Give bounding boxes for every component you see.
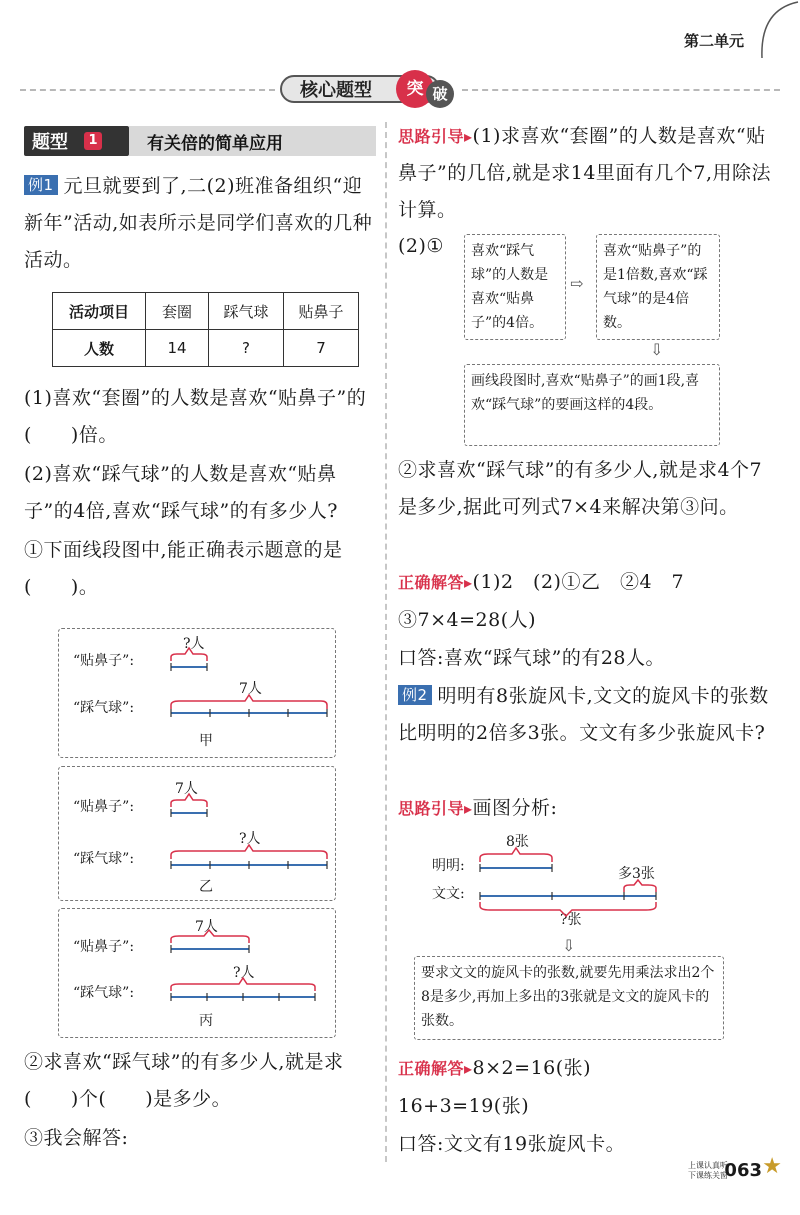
diagram-name: 乙: [199, 879, 213, 895]
banner-badge-2: 破: [426, 80, 454, 108]
page-number: 063: [724, 1160, 762, 1181]
fig2-mingming: 明明:: [432, 858, 465, 874]
question-2-2: ②求喜欢“踩气球”的有多少人,就是求( )个( )是多少。: [24, 1051, 344, 1110]
footer-slogan-1: 上课认真听: [688, 1161, 728, 1170]
guide-2-2: ②求喜欢“踩气球”的有多少人,就是求4个7是多少,据此可列式7×4来解决第③问。: [398, 459, 763, 518]
guide-label: 思路引导: [398, 799, 465, 818]
diagram-value-b: ?人: [233, 965, 255, 981]
diagram-label-a: “贴鼻子”:: [73, 653, 135, 669]
table-cell: 7: [284, 330, 359, 367]
answer-1c: 口答:喜欢“踩气球”的有28人。: [398, 647, 666, 669]
diagram-bing: [58, 908, 336, 1038]
table-cell: ?: [209, 330, 284, 367]
banner-dash-right: [462, 89, 780, 91]
note-box-4: 要求文文的旋风卡的张数,就要先用乘法求出2个8是多少,再加上多出的3张就是文文的旋风卡的张数。: [414, 956, 724, 1040]
guide-label: 思路引导: [398, 127, 465, 146]
question-2: (2)喜欢“踩气球”的人数是喜欢“贴鼻子”的4倍,喜欢“踩气球”的有多少人?: [24, 463, 338, 522]
guide-ex2: [398, 790, 778, 827]
diagram-value-b: ?人: [239, 831, 261, 847]
diagram-lines: [59, 629, 335, 757]
footer-slogan-2: 下课练关窗: [688, 1171, 728, 1180]
banner-dash-left: [20, 89, 275, 91]
page-corner-curve: [750, 0, 800, 60]
table-row-label: 人数: [53, 330, 146, 367]
table-header-cell: 踩气球: [209, 293, 284, 330]
note-box-1: 喜欢“踩气球”的人数是喜欢“贴鼻子”的4倍。: [464, 234, 566, 340]
diagram-value-a: 7人: [175, 781, 198, 797]
guide-arrow-icon: ▸: [464, 127, 473, 146]
fig2-extra: 多3张: [618, 866, 655, 882]
diagram-yi: [58, 766, 336, 901]
unit-label: 第二单元: [683, 32, 744, 50]
example1-tag: 例1: [24, 175, 58, 195]
answer-arrow-icon: ▸: [464, 1059, 473, 1078]
diagram-label-b: “踩气球”:: [73, 985, 135, 1001]
table-row: [53, 330, 359, 367]
answer-2c: 口答:文文有19张旋风卡。: [398, 1133, 626, 1155]
answer-label: 正确解答: [398, 1059, 465, 1078]
question-1: (1)喜欢“套圈”的人数是喜欢“贴鼻子”的( )倍。: [24, 387, 367, 446]
guide-ex2-text: 画图分析:: [472, 797, 558, 819]
fig2-bottom: ?张: [560, 912, 582, 928]
activity-table: [52, 292, 359, 367]
table-header-cell: 活动项目: [53, 293, 146, 330]
answer-label: 正确解答: [398, 573, 465, 592]
guide-arrow-icon: ▸: [464, 799, 473, 818]
guide-1-text: (1)求喜欢“套圈”的人数是喜欢“贴鼻子”的几倍,就是求14里面有几个7,用除法计算。: [398, 125, 772, 221]
example2-text: [398, 678, 778, 752]
guide-2-prefix: (2)①: [398, 235, 444, 257]
diagram-lines: [59, 909, 335, 1037]
example1-text: [24, 168, 376, 279]
table-header-cell: 贴鼻子: [284, 293, 359, 330]
type-heading: [24, 126, 376, 156]
diagram-value-a: 7人: [195, 919, 218, 935]
note-box-3: 画线段图时,喜欢“贴鼻子”的画1段,喜欢“踩气球”的要画这样的4段。: [464, 364, 720, 446]
diagram-label-b: “踩气球”:: [73, 700, 135, 716]
example2-body: 明明有8张旋风卡,文文的旋风卡的张数比明明的2倍多3张。文文有多少张旋风卡?: [398, 685, 769, 744]
diagram-label-a: “贴鼻子”:: [73, 799, 135, 815]
star-icon: ★: [762, 1154, 782, 1179]
diagram-value-b: 7人: [239, 681, 262, 697]
type-title: 有关倍的简单应用: [147, 134, 283, 154]
guide-1: [398, 118, 778, 229]
fig2-lines: [420, 828, 720, 938]
diagram-jia: [58, 628, 336, 758]
diagram-label-a: “贴鼻子”:: [73, 939, 135, 955]
question-2-1: ①下面线段图中,能正确表示题意的是( )。: [24, 539, 343, 598]
banner-badge-1: 突: [396, 70, 434, 108]
answer-1: [398, 564, 778, 601]
footer-slogan: [688, 1161, 728, 1181]
table-cell: 14: [146, 330, 209, 367]
table-header-cell: 套圈: [146, 293, 209, 330]
arrow-down-icon: ⇩: [650, 340, 664, 359]
diagram-name: 丙: [199, 1013, 213, 1029]
diagram-name: 甲: [199, 733, 213, 749]
diagram-label-b: “踩气球”:: [73, 851, 135, 867]
arrow-down-icon: ⇩: [562, 936, 576, 955]
card-diagram: [420, 828, 720, 938]
type-label: 题型: [32, 132, 68, 153]
type-number: 1: [84, 132, 102, 150]
note-box-2: 喜欢“贴鼻子”的是1倍数,喜欢“踩气球”的是4倍数。: [596, 234, 720, 340]
answer-1-text: (1)2 (2)①乙 ②4 7: [472, 571, 685, 593]
arrow-right-icon: ⇨: [570, 274, 584, 293]
answer-2b: 16+3=19(张): [398, 1095, 530, 1117]
answer-2a: [398, 1050, 778, 1087]
section-banner: [0, 70, 800, 110]
answer-2a-text: 8×2=16(张): [472, 1057, 592, 1079]
fig2-top-label: 8张: [506, 834, 529, 850]
example1-body: 元旦就要到了,二(2)班准备组织“迎新年”活动,如表所示是同学们喜欢的几种活动。: [24, 175, 373, 271]
answer-1b: ③7×4=28(人): [398, 609, 537, 631]
question-2-3: ③我会解答:: [24, 1127, 129, 1149]
banner-title: 核心题型: [280, 75, 440, 103]
diagram-value-a: ?人: [183, 636, 205, 652]
answer-arrow-icon: ▸: [464, 573, 473, 592]
example2-tag: 例2: [398, 685, 432, 705]
table-row: [53, 293, 359, 330]
diagram-lines: [59, 767, 335, 900]
column-divider: [385, 122, 387, 1162]
fig2-wenwen: 文文:: [432, 886, 465, 902]
